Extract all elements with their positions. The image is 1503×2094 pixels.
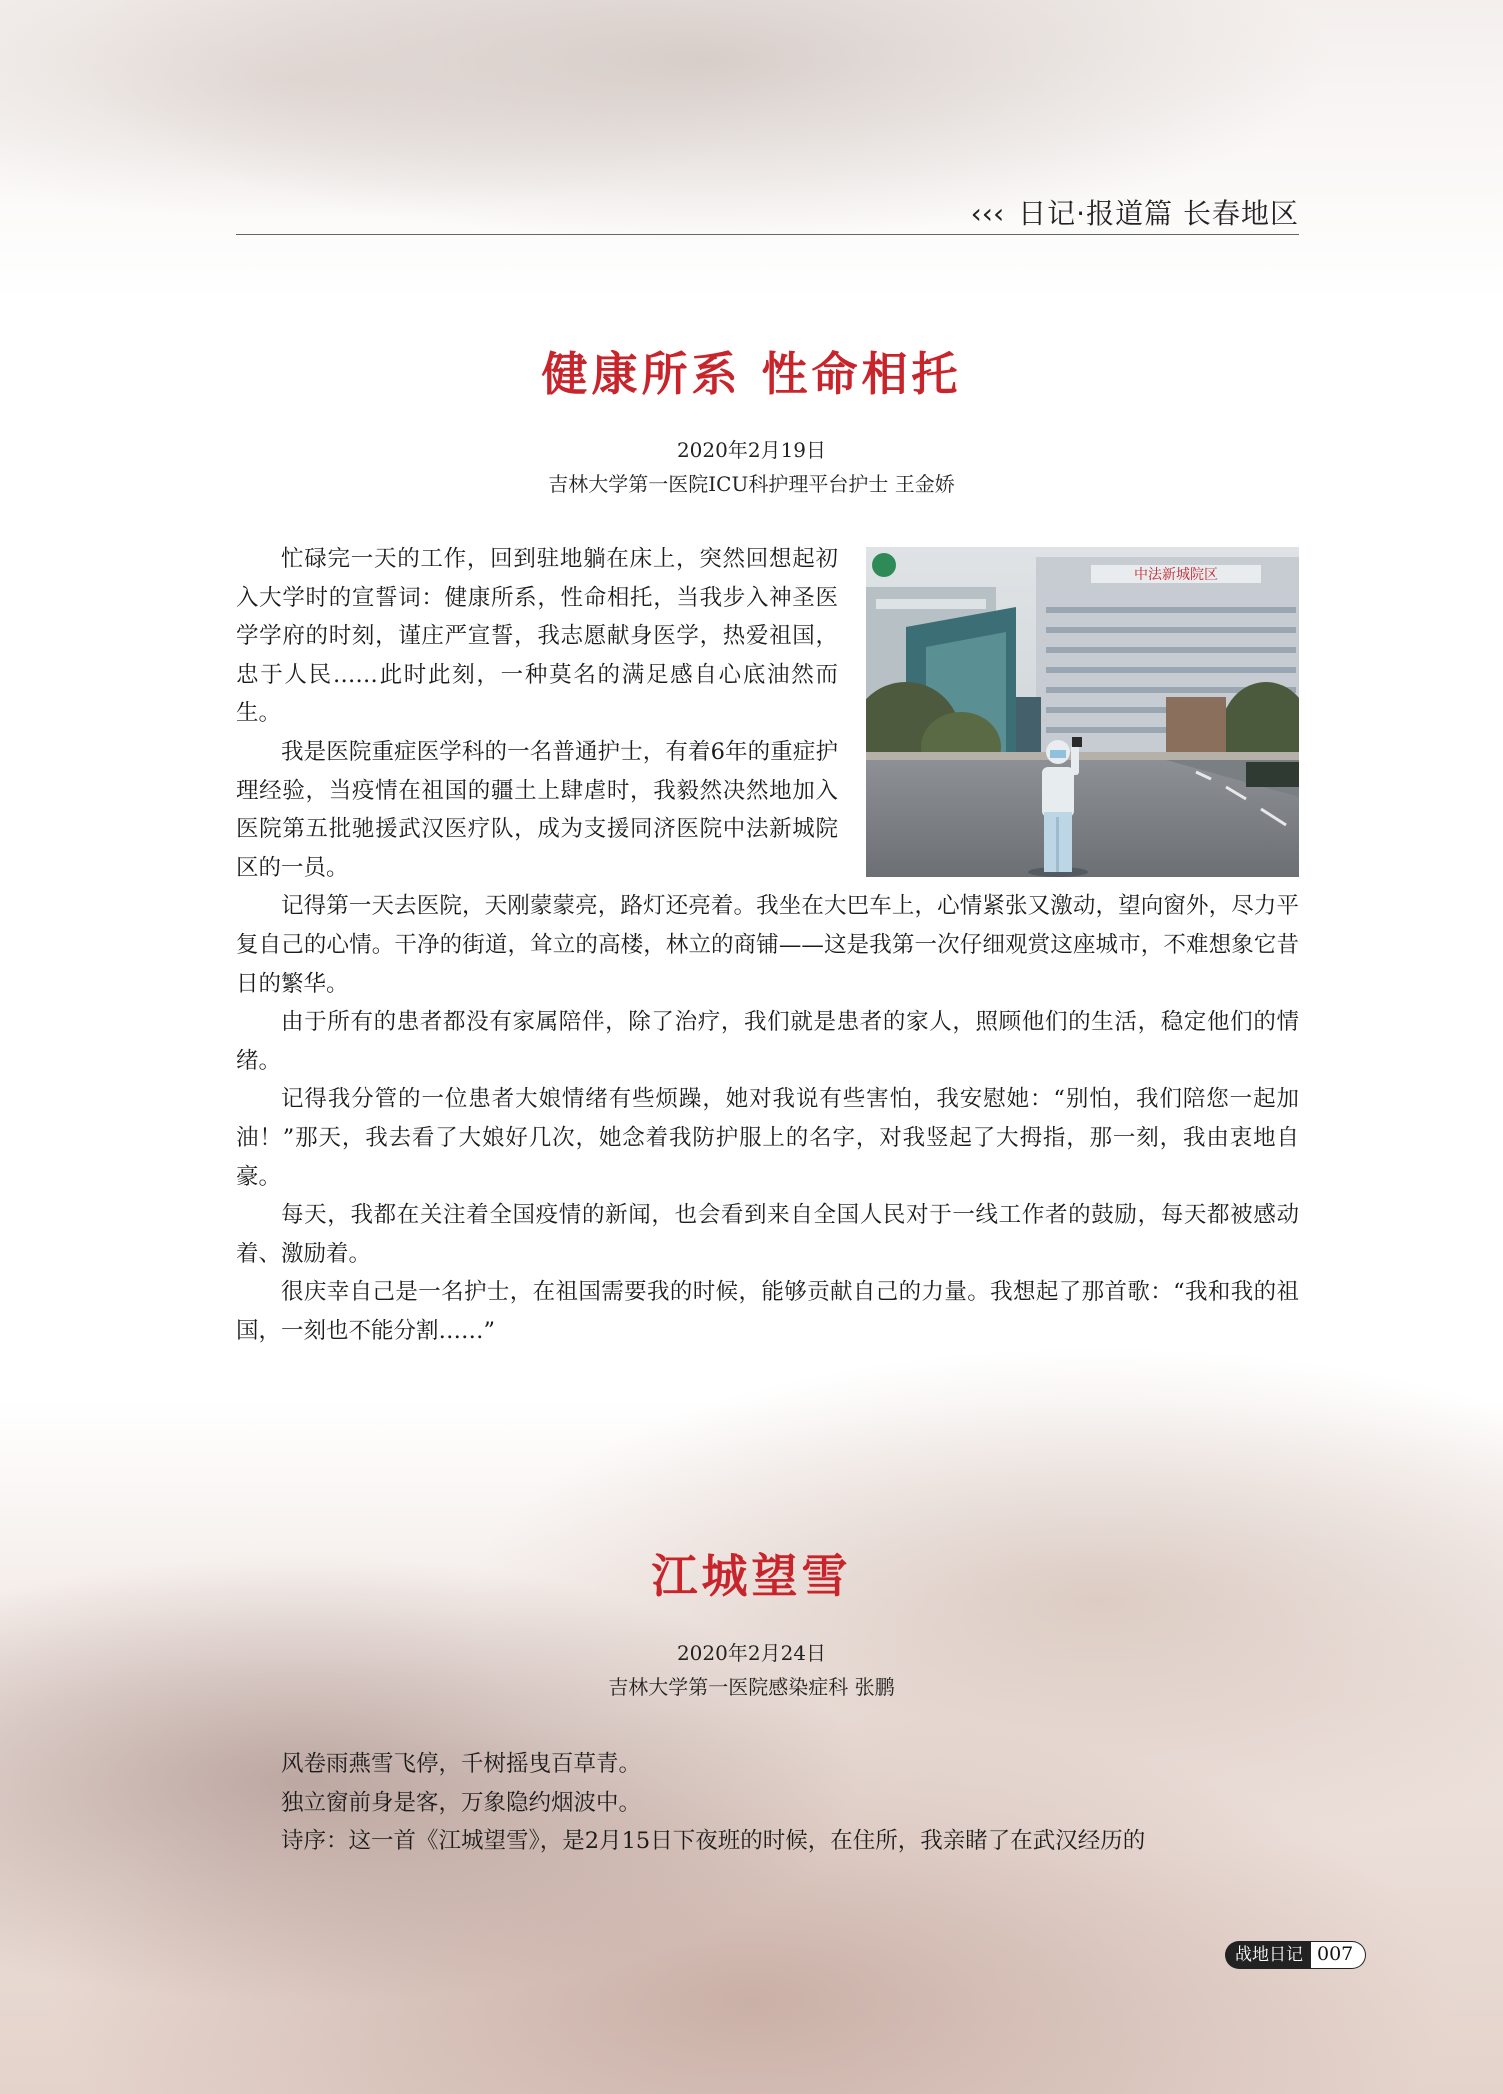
page-footer: [1225, 1941, 1366, 1969]
article2-byline: [0, 1636, 1503, 1704]
photo-spacer: [866, 540, 1299, 870]
article1-paragraph-1: 忙碌完一天的工作，回到驻地躺在床上，突然回想起初入大学时的宣誓词：健康所系，性命相托，当我步入神圣医学学府的时刻，谨庄严宣誓，我志愿献身医学，热爱祖国，忠于人民……此时此刻，一种莫名的满足感自心底油然而生。: [236, 546, 838, 727]
article1-paragraph-7: 很庆幸自己是一名护士，在祖国需要我的时候，能够贡献自己的力量。我想起了那首歌：“我和我的祖国，一刻也不能分割……”: [236, 1279, 1299, 1344]
article1-byline: [0, 433, 1503, 501]
article2-body: [236, 1745, 1299, 1861]
article1-paragraph-2: 我是医院重症医学科的一名普通护士，有着6年的重症护理经验，当疫情在祖国的疆土上肆虐时，我毅然决然地加入医院第五批驰援武汉医疗队，成为支援同济医院中法新城院区的一员。: [236, 738, 838, 881]
article1-date: 2020年2月19日: [676, 438, 827, 462]
article1-paragraph-4: 由于所有的患者都没有家属陪伴，除了治疗，我们就是患者的家人，照顾他们的生活，稳定他们的情绪。: [236, 1009, 1299, 1074]
article2-author: 吉林大学第一医院感染症科 张鹏: [608, 1675, 895, 1699]
page-number: 007: [1311, 1941, 1366, 1969]
article2-date: 2020年2月24日: [676, 1641, 827, 1665]
poem-line-2: 独立窗前身是客，万象隐约烟波中。: [281, 1789, 642, 1816]
article1-body: [236, 540, 1299, 1350]
article1-paragraph-5: 记得我分管的一位患者大娘情绪有些烦躁，她对我说有些害怕，我安慰她：“别怕，我们陪您一起加油！”那天，我去看了大娘好几次，她念着我防护服上的名字，对我竖起了大拇指，那一刻，我由衷地自豪。: [236, 1086, 1299, 1190]
header-region: 长春地区: [1182, 197, 1299, 230]
article2-title: 江城望雪: [651, 1549, 852, 1603]
book-name-badge: 战地日记: [1225, 1941, 1311, 1969]
article1-paragraph-3: 记得第一天去医院，天刚蒙蒙亮，路灯还亮着。我坐在大巴车上，心情紧张又激动，望向窗外，尽力平复自己的心情。干净的街道，耸立的高楼，林立的商铺——这是我第一次仔细观赏这座城市，不难想象它昔日的繁华。: [236, 893, 1299, 997]
poem-preface: 诗序：这一首《江城望雪》，是2月15日下夜班的时候，在住所，我亲睹了在武汉经历的: [281, 1828, 1146, 1855]
chevrons-left-icon: ‹‹‹: [970, 197, 1005, 230]
poem-line-1: 风卷雨燕雪飞停，千树摇曳百草青。: [281, 1751, 642, 1777]
running-header: [236, 192, 1299, 235]
article1-author: 吉林大学第一医院ICU科护理平台护士 王金娇: [548, 472, 955, 496]
article1-paragraph-6: 每天，我都在关注着全国疫情的新闻，也会看到来自全国人民对于一线工作者的鼓励，每天都被感动着、激励着。: [236, 1202, 1299, 1267]
header-section: 日记·报道篇: [1018, 197, 1174, 230]
article1-title: 健康所系 性命相托: [541, 347, 962, 401]
photo-sign-text: 中法新城院区: [1134, 567, 1218, 583]
